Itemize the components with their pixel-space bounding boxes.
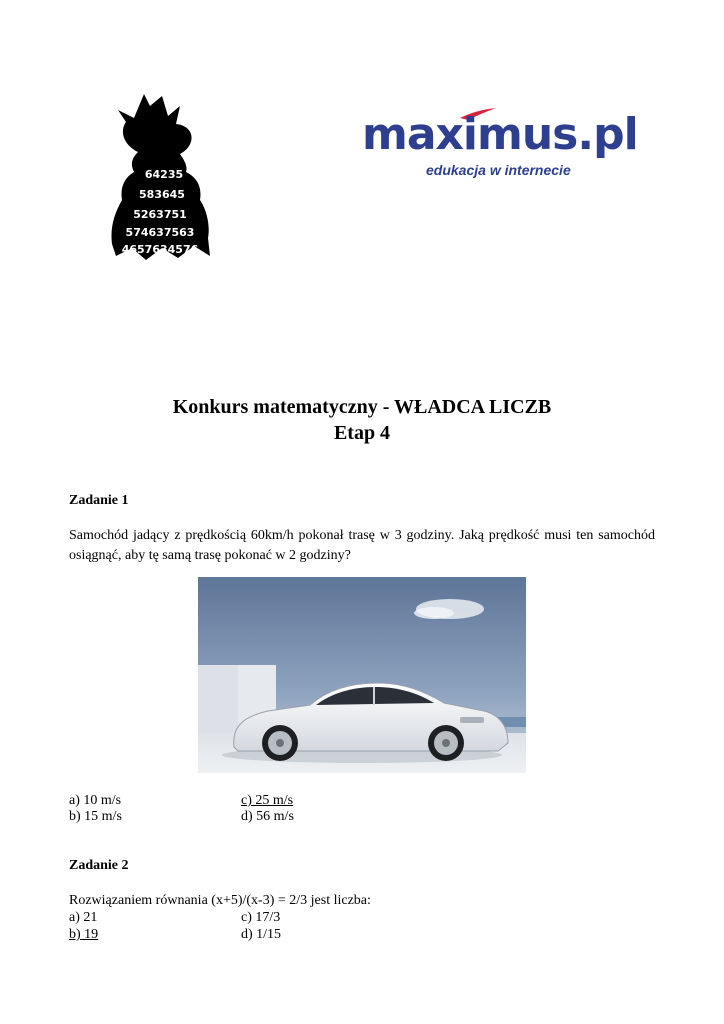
king-digits-row: 4657634576 bbox=[121, 243, 199, 256]
task1-heading: Zadanie 1 bbox=[69, 493, 129, 508]
task1-option-c: c) 25 m/s bbox=[241, 793, 294, 808]
king-digits-row: 64235 bbox=[144, 168, 184, 181]
task2-option-d: d) 1/15 bbox=[241, 927, 282, 942]
logo-wordmark: maximus.pl bbox=[362, 109, 638, 160]
king-digits-row: 5263751 bbox=[133, 208, 187, 221]
task2-option-c: c) 17/3 bbox=[241, 910, 281, 925]
task1-option-d: d) 56 m/s bbox=[241, 809, 294, 824]
task1-option-a: a) 10 m/s bbox=[69, 793, 122, 808]
car-photo bbox=[198, 577, 526, 773]
rear-wheel bbox=[262, 725, 298, 761]
task2-heading: Zadanie 2 bbox=[69, 858, 129, 873]
task2-option-a: a) 21 bbox=[69, 910, 98, 925]
front-wheel bbox=[428, 725, 464, 761]
logo-tagline: edukacja w internecie bbox=[426, 162, 571, 178]
page-subtitle: Etap 4 bbox=[333, 422, 391, 444]
task2-text: Rozwiązaniem równania (x+5)/(x-3) = 2/3 jest liczba: bbox=[69, 893, 371, 908]
king-digits-row: 583645 bbox=[139, 188, 185, 201]
page-title: Konkurs matematyczny - WŁADCA LICZB bbox=[172, 396, 552, 418]
task1-option-b: b) 15 m/s bbox=[69, 809, 122, 824]
task2-option-b: b) 19 bbox=[69, 927, 99, 942]
task1-text: Samochód jadący z prędkością 60km/h pokonał trasę w 3 godziny. Jaką prędkość musi ten samochód osiągnąć, aby tę samą trasę pokonać w 2 godziny? bbox=[69, 528, 655, 563]
chess-king-logo bbox=[104, 88, 216, 264]
maximus-logo bbox=[362, 104, 638, 186]
king-digits-row: 574637563 bbox=[125, 226, 195, 239]
